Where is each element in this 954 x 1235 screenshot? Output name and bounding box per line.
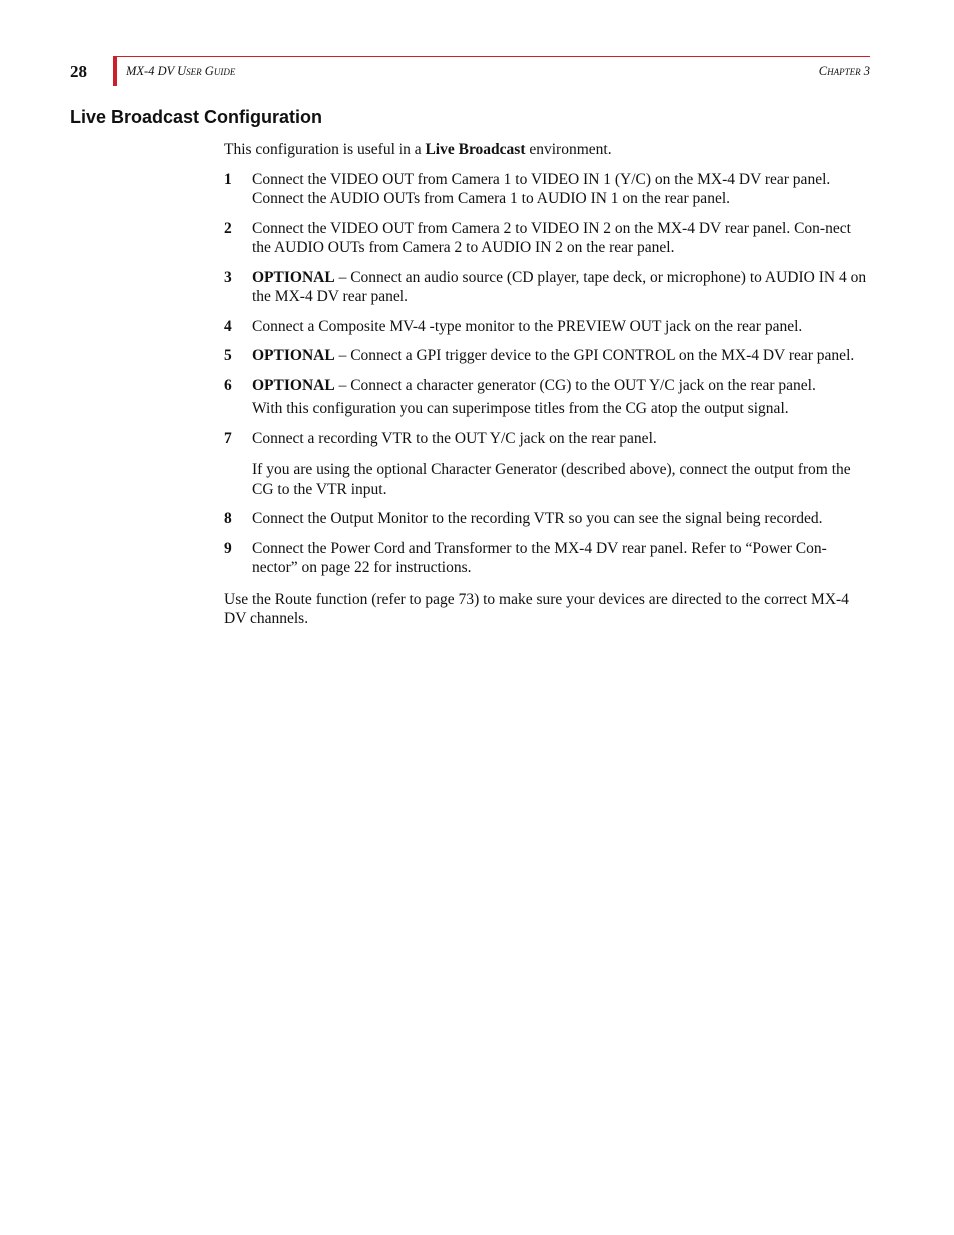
step-item	[224, 429, 870, 500]
step-subparagraph: If you are using the optional Character Generator (described above), connect the output from the CG to the VTR input.	[252, 461, 851, 498]
page-number: 28	[70, 62, 87, 81]
step-optional-label: OPTIONAL	[252, 347, 335, 364]
header-rule	[113, 56, 870, 57]
closing-paragraph: Use the Route function (refer to page 73) to make sure your devices are directed to the correct MX-4 DV channels.	[224, 590, 849, 627]
step-item	[224, 509, 870, 529]
running-header-title: MX-4 DV User Guide	[126, 64, 236, 78]
step-optional-label: OPTIONAL	[252, 376, 335, 394]
step-text: Connect the Power Cord and Transformer to the MX-4 DV rear panel. Refer to “Power Con-nector” on page 22 for instructions.	[252, 539, 827, 576]
step-number: 5	[224, 347, 232, 364]
section-title: Live Broadcast Configuration	[70, 107, 323, 127]
step-number: 3	[224, 268, 232, 286]
step-number: 8	[224, 510, 232, 527]
step-number: 7	[224, 429, 232, 447]
step-text: Connect the VIDEO OUT from Camera 2 to VIDEO IN 2 on the MX-4 DV rear panel. Con-nect the AUDIO OUTs from Camera 2 to AUDIO IN 2 on the rear panel.	[252, 219, 851, 256]
step-text: Connect the VIDEO OUT from Camera 1 to VIDEO IN 1 (Y/C) on the MX-4 DV rear panel. Connect the AUDIO OUTs from Camera 1 to AUDIO IN 1 on the rear panel.	[252, 170, 831, 207]
step-item	[224, 376, 870, 419]
step-text: – Connect an audio source (CD player, tape deck, or microphone) to AUDIO IN 4 on the MX-4 DV rear panel.	[252, 268, 867, 305]
step-number: 2	[224, 219, 232, 237]
intro-bold-term: Live Broadcast	[425, 141, 526, 158]
step-text: – Connect a character generator (CG) to the OUT Y/C jack on the rear panel.	[334, 376, 816, 394]
intro-text-after: environment.	[525, 141, 612, 158]
body-text	[224, 140, 870, 639]
step-number: 9	[224, 539, 232, 557]
running-header-chapter: Chapter 3	[818, 64, 870, 78]
step-text: – Connect a GPI trigger device to the GPI CONTROL on the MX-4 DV rear panel.	[334, 347, 855, 364]
step-item	[224, 539, 870, 578]
step-text: Connect a Composite MV-4 -type monitor to the PREVIEW OUT jack on the rear panel.	[252, 317, 803, 335]
step-text: Connect a recording VTR to the OUT Y/C jack on the rear panel.	[252, 429, 657, 447]
step-item	[224, 170, 870, 209]
header-accent-bar	[113, 56, 117, 86]
step-number: 1	[224, 170, 232, 188]
step-optional-label: OPTIONAL	[252, 268, 335, 286]
step-item	[224, 317, 870, 337]
step-text: Connect the Output Monitor to the recording VTR so you can see the signal being recorded.	[252, 510, 823, 527]
step-item	[224, 268, 870, 307]
step-number: 6	[224, 376, 232, 394]
step-item	[224, 346, 870, 366]
step-number: 4	[224, 317, 232, 335]
steps-list	[224, 170, 870, 578]
intro-paragraph	[224, 140, 870, 160]
step-note: With this configuration you can superimpose titles from the CG atop the output signal.	[252, 400, 789, 417]
step-item	[224, 219, 870, 258]
intro-text-before: This configuration is useful in a	[224, 141, 426, 158]
